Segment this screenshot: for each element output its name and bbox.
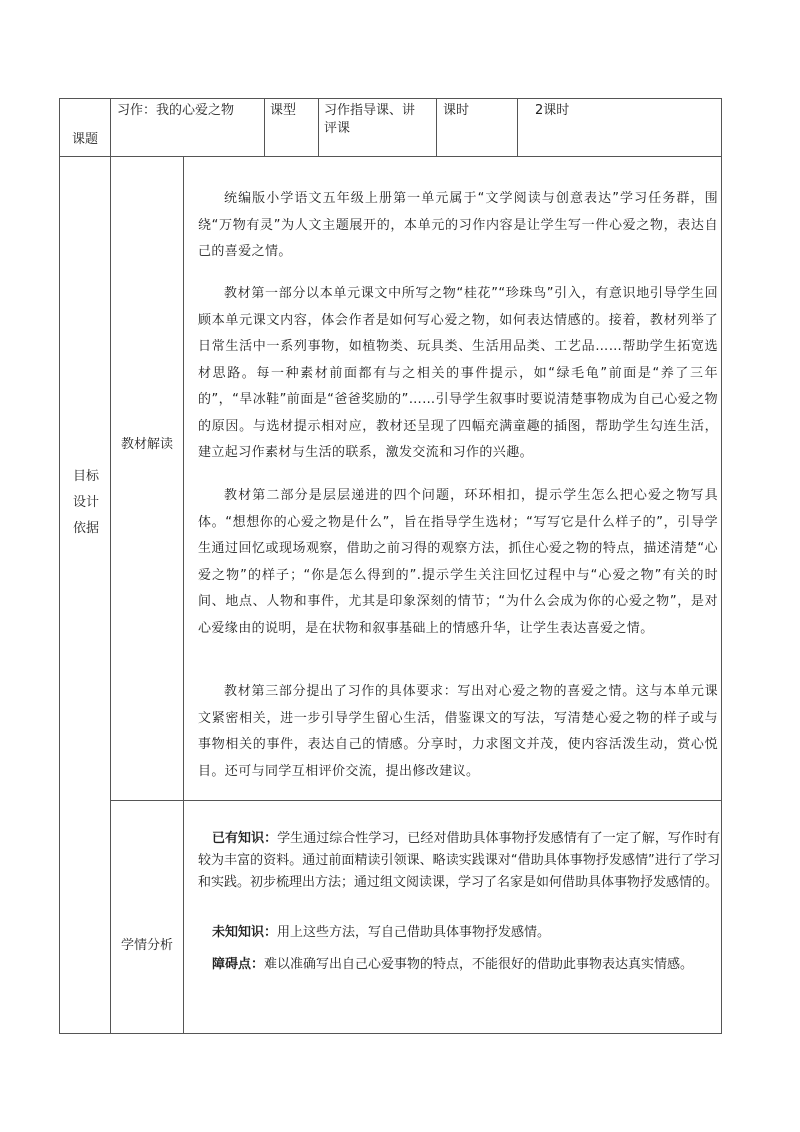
material-paragraph: 统编版小学语文五年级上册第一单元属于“文学阅读与创意表达”学习任务群，围绕“万物有灵”为人文主题展开的，本单元的习作内容是让学生写一件心爱之物，表达自己的喜爱之情。 xyxy=(198,191,718,259)
table-border-left xyxy=(59,98,60,1034)
header-divider-c xyxy=(436,98,437,156)
material-paragraph: 教材第一部分以本单元课文中所写之物“桂花”“珍珠鸟”引入，有意识地引导学生回顾本单元课文内容，体会作者是如何写心爱之物，如何表达情感的。接着，教材列举了日常生活中一系列事物，如植物类、玩具类、生活用品类、工艺品……帮助学生拓宽选材思路。每一种素材前面都有与之相关的事件提示，如“绿毛龟”前面是“养了三年的”，“旱冰鞋”前面是“爸爸奖励的”……引导学生叙事时要说清楚事物成为自己心爱之物的原因。与选材提示相对应，教材还呈现了四幅充满童趣的插图，帮助学生勾连生活，建立起习作素材与生活的联系，激发交流和习作的兴趣。 xyxy=(198,286,718,460)
table-border-header-bottom xyxy=(59,156,722,157)
learner-label: 学情分析 xyxy=(121,938,174,953)
material-label: 教材解读 xyxy=(121,437,174,452)
hours-value: 2课时 xyxy=(535,103,570,118)
unknown-text: 用上这些方法，写自己借助具体事物抒发感情。 xyxy=(277,925,551,940)
obstacle-text: 难以准确写出自己心爱事物的特点，不能很好的借助此事物表达真实情感。 xyxy=(264,957,694,972)
known-label: 已有知识： xyxy=(212,831,278,846)
topic-value: 习作：我的心爱之物 xyxy=(117,103,235,118)
unknown-knowledge xyxy=(198,922,720,944)
col-divider-1 xyxy=(110,98,111,1034)
header-divider-d xyxy=(517,98,518,156)
col-divider-2 xyxy=(183,156,184,1034)
type-value: 习作指导课、讲评课 xyxy=(324,103,416,136)
type-label: 课型 xyxy=(270,103,297,118)
table-border-bottom xyxy=(59,1033,722,1034)
table-border-inner-mid xyxy=(110,800,722,801)
known-text: 学生通过综合性学习，已经对借助具体事物抒发感情有了一定了解，写作时有较为丰富的资料。通过前面精读引领课、略读实践课对“借助具体事物抒发感情”进行了学习和实践。初步梳理出方法；通过组文阅读课，学习了名家是如何借助具体事物抒发感情的。 xyxy=(198,831,720,890)
section-label: 目标设计依据 xyxy=(72,469,99,536)
unknown-label: 未知知识： xyxy=(212,925,278,940)
obstacle-point xyxy=(198,954,720,976)
known-knowledge xyxy=(198,828,720,894)
table-border-right xyxy=(721,98,722,1034)
hours-label: 课时 xyxy=(443,103,470,118)
topic-label: 课题 xyxy=(72,132,99,147)
header-divider-b xyxy=(318,98,319,156)
table-border-top xyxy=(59,98,722,99)
material-paragraph: 教材第二部分是层层递进的四个问题，环环相扣，提示学生怎么把心爱之物写具体。“想想你的心爱之物是什么”，旨在指导学生选材；“写写它是什么样子的”，引导学生通过回忆或现场观察，借助之前习得的观察方法，抓住心爱之物的特点，描述清楚“心爱之物”的样子；“你是怎么得到的”.提示学生关注回忆过程中与“心爱之物”有关的时间、地点、人物和事件，尤其是印象深刻的情节；“为什么会成为你的心爱之物”，是对心爱缘由的说明，是在状物和叙事基础上的情感升华，让学生表达喜爱之情。 xyxy=(198,488,718,636)
obstacle-label: 障碍点： xyxy=(212,957,265,972)
header-divider-a xyxy=(264,98,265,156)
material-paragraph: 教材第三部分提出了习作的具体要求：写出对心爱之物的喜爱之情。这与本单元课文紧密相关，进一步引导学生留心生活，借鉴课文的写法，写清楚心爱之物的样子或与事物相关的事件，表达自己的情感。分享时，力求图文并茂，使内容活泼生动，赏心悦目。还可与同学互相评价交流，提出修改建议。 xyxy=(198,684,718,779)
